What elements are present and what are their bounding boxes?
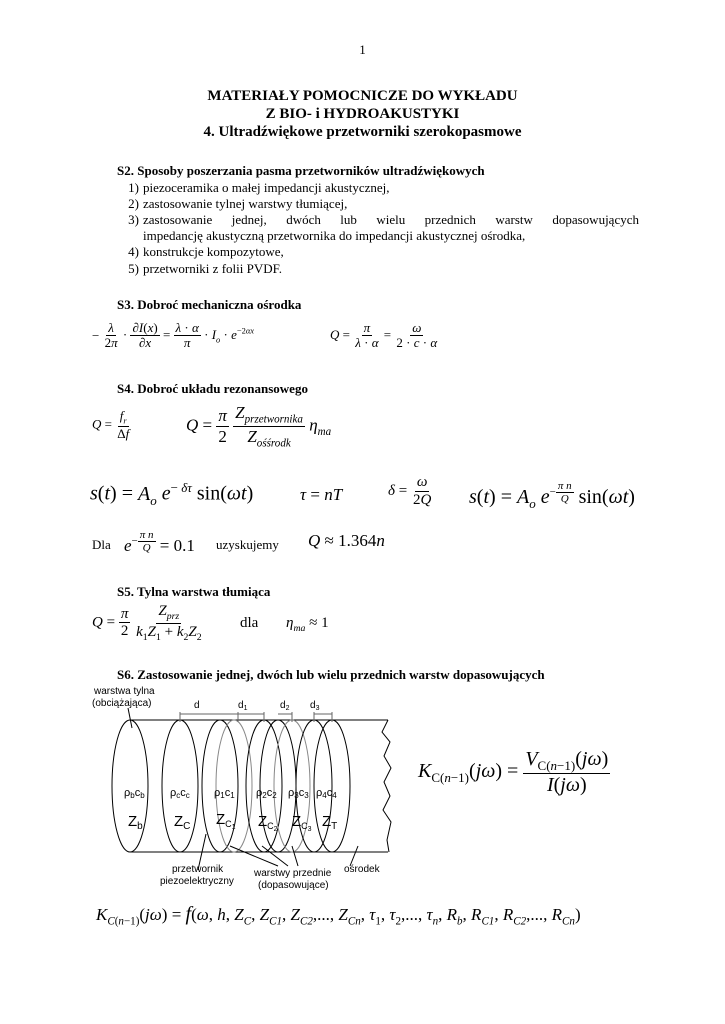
- s4-heading: S4. Dobroć układu rezonansowego: [117, 381, 308, 396]
- z-t: $Z_T$: [322, 813, 338, 832]
- s3-heading: S3. Dobroć mechaniczna ośrodka: [117, 297, 302, 312]
- label-front-1: warstwy przednie: [254, 868, 332, 879]
- s4-equation-s-t: $s(t) = A_o$ $e^{- \delta\tau}$ sin(ωt): [90, 480, 254, 508]
- s4-equation-s-t-q: $s(t) = A_o$ $e^{- \frac{\text{π n}}{Q}}$ sin(ωt): [469, 480, 635, 512]
- label-front-2: (dopasowujące): [258, 880, 329, 890]
- rho-b-c-b: ρbcb: [124, 787, 145, 800]
- z-c1: $Z_C1$: [216, 811, 236, 831]
- s2-item-3: 3) zastosowanie jednej, dwóch lub wielu przednich warstw dopasowujących: [128, 212, 639, 227]
- s4-equation-q-fr: Q = $\frac{f_r}{\Delta f}$: [92, 408, 130, 441]
- z-c2: $Z_C2$: [258, 813, 278, 833]
- s4-dla-label: Dla: [92, 537, 111, 552]
- z-c: $Z_C$: [174, 813, 191, 832]
- s6-heading: S6. Zastosowanie jednej, dwóch lub wielu przednich warstw dopasowujących: [117, 667, 545, 682]
- label-transducer-1: przetwornik: [172, 864, 224, 875]
- label-d3: $d_3$: [310, 700, 320, 712]
- rho-2-c-2: ρ2c2: [256, 787, 277, 800]
- s6-equation-k-function: $K_{C(n-1)}(j\omega) = f(\omega$, h, $Z_C$, $Z_{C1}$, $Z_{C2}$,..., $Z_{Cn}$, $\tau_1$, $\tau_2$,..., $\tau_n$, $R_b$, $R_{C1}$, $R_{C2}$,..., $R_{Cn}$): [96, 903, 581, 928]
- s2-item-1: 1) piezoceramika o małej impedancji akustycznej,: [128, 180, 390, 195]
- label-d1: $d_1$: [238, 700, 248, 712]
- s2-item-5: 5) przetworniki z folii PVDF.: [128, 261, 283, 276]
- s5-dla-label: dla: [240, 615, 259, 631]
- s2-item-4: 4) konstrukcje kompozytowe,: [128, 244, 284, 259]
- transducer-layers-diagram: [88, 684, 400, 890]
- s3-equation-q: Q = $\frac{\pi}{\lambda \cdot \alpha}$ = $\frac{\omega}{2 \cdot c \cdot \alpha}$: [330, 320, 438, 351]
- s4-uzyskujemy-label: uzyskujemy: [216, 537, 279, 552]
- label-backing-2: (obciążająca): [92, 698, 152, 709]
- rho-4-c-4: ρ4c4: [316, 787, 337, 800]
- page-number: 1: [359, 42, 366, 57]
- s5-heading: S5. Tylna warstwa tłumiąca: [117, 584, 271, 599]
- label-backing-1: warstwa tylna: [94, 686, 155, 697]
- rho-1-c-1: ρ1c1: [214, 787, 235, 800]
- s6-equation-k-fraction: $K_{C(n-1)}(j\omega)$ = $\frac{V_{C(n-1)}(j\omega)}{I(j\omega)}$: [418, 748, 609, 797]
- z-c3: $Z_C3$: [292, 813, 312, 833]
- z-b: $Z_b$: [128, 813, 143, 832]
- label-d: d: [194, 700, 200, 711]
- s4-equation-exp-01: $e^{- \frac{\text{π n}}{Q}}$ = 0.1: [124, 529, 195, 556]
- s4-equation-q-approx: Q ≈ 1.364n: [308, 531, 385, 550]
- s2-item-3-cont: impedancję akustyczną przetwornika do impedancji akustycznej ośrodka,: [143, 228, 526, 243]
- s5-equation-eta: $\eta_{ma} \approx 1$: [286, 615, 329, 634]
- rho-3-c-3: ρ3c3: [288, 787, 309, 800]
- s4-equation-tau: τ = nT: [300, 485, 343, 504]
- title-line-3: 4. Ultradźwiękowe przetworniki szerokopasmowe: [203, 124, 522, 140]
- s4-equation-delta: δ = $\frac{\omega}{2Q}$: [388, 474, 432, 508]
- label-transducer-2: piezoelektryczny: [160, 876, 234, 887]
- s2-item-2: 2) zastosowanie tylnej warstwy tłumiącej,: [128, 196, 348, 211]
- label-medium: ośrodek: [344, 864, 380, 875]
- s3-equation-attenuation: − $\frac{\lambda}{2\pi}$ · $\frac{\partial I(x)}{\partial x}$ = $\frac{\lambda \cdot \alpha}{\pi}$ · $I_o \cdot e^{-2\alpha x}$: [92, 320, 255, 351]
- title-line-1: MATERIAŁY POMOCNICZE DO WYKŁADU: [207, 88, 518, 104]
- s2-heading: S2. Sposoby poszerzania pasma przetworników ultradźwiękowych: [117, 163, 485, 178]
- label-d2: $d_2$: [280, 700, 290, 712]
- s4-equation-q-z: Q = $\frac{\pi}{2}$ $\frac{Z_{przetwornika}}{Z_{ośśrodk}}$ $\eta_{ma}$: [186, 403, 332, 449]
- rho-c-c-c: ρccc: [170, 787, 190, 800]
- title-line-2: Z BIO- i HYDROAKUSTYKI: [265, 106, 460, 122]
- s5-equation-q: Q = $\frac{\pi}{2}$ $\frac{Z_{prz}}{k_1Z_1 + k_2Z_2}$: [92, 603, 202, 643]
